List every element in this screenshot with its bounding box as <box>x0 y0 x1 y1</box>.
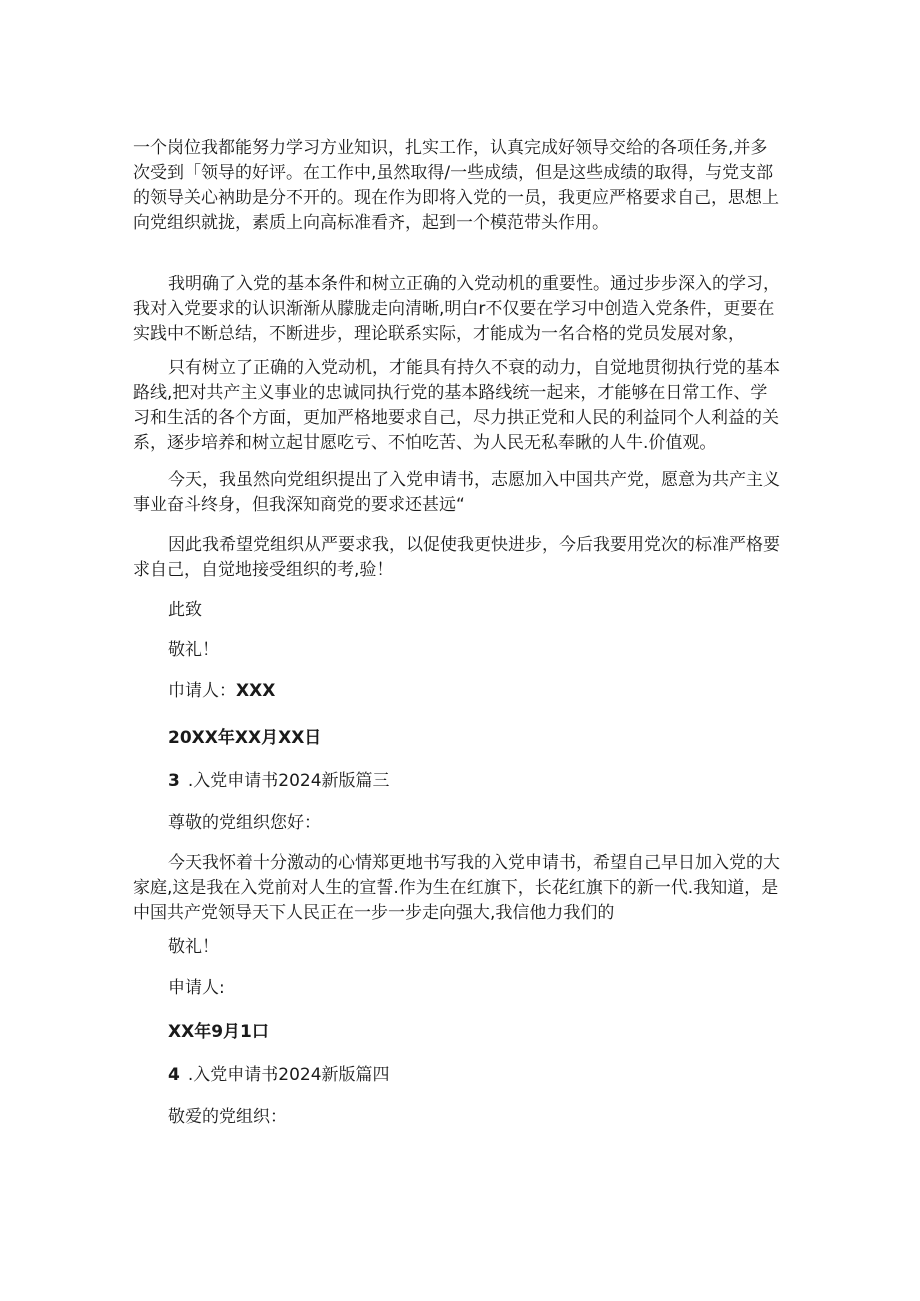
paragraph-line: 只有树立了正确的入党动机，才能具有持久不衰的动力，自觉地贯彻执行党的基本 <box>168 358 780 378</box>
applicant-line <box>168 679 275 703</box>
applicant-label: 申请人: <box>168 978 225 998</box>
paragraph-line: 系，逐步培养和树立起甘愿吃亏、不怕吃苦、为人民无私奉瞅的人牛.价值观。 <box>133 433 717 453</box>
paragraph-line: 中国共产党领导天下人民正在一步一步走向强大,我信他力我们的 <box>133 903 615 923</box>
closing-date: XX年9月1口 <box>168 1022 269 1042</box>
paragraph-line: 今天我怀着十分激动的心情郑更地书写我的入党申请书，希望自己早日加入党的大 <box>168 853 780 873</box>
paragraph-line: 一个岗位我都能努力学习方业知识，扎实工作，认真完成好领导交给的各项任务,并多 <box>133 138 768 158</box>
paragraph-line: 习和生活的各个方面，更加严格地要求自己，尽力拱正党和人民的利益同个人利益的关 <box>133 408 779 428</box>
paragraph-line: 我对入党要求的认识渐渐从朦胧走向清晰,明白r不仅要在学习中创造入党条件，更要在 <box>133 299 775 319</box>
paragraph-line: 求自己，自觉地接受组织的考,验！ <box>133 560 394 580</box>
paragraph-line: 的领导关心衲助是分不开的。现在作为即将入党的一员，我更应严格要求自己，思想上 <box>133 188 779 208</box>
section-title: .入党申请书2024新版篇四 <box>187 1065 390 1085</box>
paragraph-line: 实践中不断总结，不断进步，理论联系实际，才能成为一名合格的党员发展对象， <box>133 324 745 344</box>
paragraph-4 <box>133 468 793 518</box>
paragraph-1 <box>133 136 793 236</box>
paragraph-line: 事业奋斗终身，但我深知商党的要求还甚远“ <box>133 495 465 515</box>
greeting: 敬爱的党组织： <box>168 1107 287 1127</box>
paragraph-line: 因此我希望党组织从严要求我，以促使我更快进步，今后我要用党次的标准严格要 <box>168 535 780 555</box>
section-heading-4 <box>168 1063 390 1087</box>
applicant-label: 巾请人： <box>168 681 236 701</box>
section-number: 4 <box>168 1065 180 1085</box>
paragraph-line: 家庭,这是我在入党前对人生的宣誓.作为生在红旗下，长花红旗下的新一代.我知道，是 <box>133 878 779 898</box>
paragraph-5 <box>133 533 793 583</box>
closing-salute: 此致 <box>168 600 202 620</box>
closing-regards: 敬礼！ <box>168 937 219 957</box>
paragraph-line: 今天，我虽然向党组织提出了入党申请书，志愿加入中国共产党，愿意为共产主义 <box>168 470 780 490</box>
greeting: 尊敬的党组织您好： <box>168 813 321 833</box>
section-heading-3 <box>168 769 390 793</box>
paragraph-6 <box>133 851 793 926</box>
section-title: .入党申请书2024新版篇三 <box>187 771 390 791</box>
section-number: 3 <box>168 771 180 791</box>
paragraph-line: 次受到「领导的好评。在工作中,虽然取得/一些成绩，但是这些成绩的取得，与党支部 <box>133 163 774 183</box>
closing-date: 20XX年XX月XX日 <box>168 728 322 748</box>
paragraph-line: 路线,把对共产主义事业的忠诚同执行党的基本路线统一起来，才能够在日常工作、学 <box>133 383 768 403</box>
closing-regards: 敬礼！ <box>168 640 219 660</box>
applicant-name: XXX <box>236 681 276 701</box>
paragraph-3 <box>133 356 793 456</box>
paragraph-line: 我明确了入党的基本条件和树立正确的入党动机的重要性。通过步步深入的学习， <box>168 274 780 294</box>
paragraph-2 <box>133 272 793 347</box>
paragraph-line: 向党组织就拢，素质上向高标准看齐，起到一个模范带头作用。 <box>133 213 609 233</box>
